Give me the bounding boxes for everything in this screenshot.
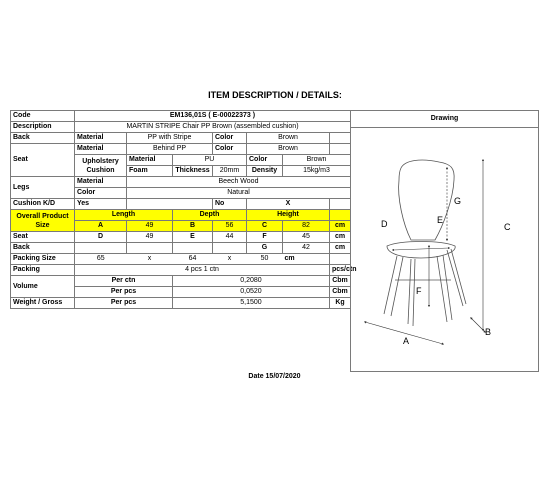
back-dims-unit: cm	[330, 243, 351, 254]
row-code	[11, 111, 351, 122]
page-title: ITEM DESCRIPTION / DETAILS:	[208, 90, 342, 100]
legs-color-label: Color	[75, 188, 127, 199]
weight-value: 5,1500	[173, 298, 330, 309]
thickness-label: Thickness	[173, 166, 213, 177]
depth-header: Depth	[173, 210, 247, 221]
legs-material-value: Beech Wood	[127, 177, 351, 188]
packing-label: Packing	[11, 265, 75, 276]
packing-value: 4 pcs 1 ctn	[75, 265, 330, 276]
foam-label: Foam	[127, 166, 173, 177]
packing-unit: pcs/ctn	[330, 265, 351, 276]
upholstery-color-value: Brown	[283, 155, 351, 166]
density-value: 15kg/m3	[283, 166, 351, 177]
packing-size-unit: cm	[283, 254, 330, 265]
drawing-panel	[350, 110, 539, 372]
row-packing	[11, 265, 351, 276]
row-volume-ctn	[11, 276, 351, 287]
code-value: EM136,01S ( E-00022373 )	[75, 111, 351, 122]
code-label: Code	[11, 111, 75, 122]
packing-size-label: Packing Size	[11, 254, 75, 265]
chair-drawing	[351, 128, 538, 372]
packing-size-x2: x	[213, 254, 247, 265]
thickness-value: 20mm	[213, 166, 247, 177]
density-label: Density	[247, 166, 283, 177]
volume-unit-pcs: Cbm	[330, 287, 351, 298]
seat-dims-label: Seat	[11, 232, 75, 243]
upholstery-label: Upholstery Cushion	[75, 155, 127, 177]
volume-per-ctn-value: 0,2080	[173, 276, 330, 287]
row-description	[11, 122, 351, 133]
dim-d-label: D	[75, 232, 127, 243]
row-legs-material	[11, 177, 351, 188]
dim-label-d: D	[381, 219, 388, 229]
upholstery-material-label: Material	[127, 155, 173, 166]
packing-size-v3: 50	[247, 254, 283, 265]
back-label: Back	[11, 133, 75, 144]
row-back-dims	[11, 243, 351, 254]
dim-f-label: F	[247, 232, 283, 243]
cushion-yes-label: Yes	[75, 199, 127, 210]
dim-label-e: E	[437, 215, 444, 225]
volume-per-pcs-label: Per pcs	[75, 287, 173, 298]
spec-table	[10, 110, 357, 309]
back-material-label: Material	[75, 133, 127, 144]
back-color-label: Color	[213, 133, 247, 144]
dim-label-f: F	[416, 286, 422, 296]
legs-material-label: Material	[75, 177, 127, 188]
row-seat-dims	[11, 232, 351, 243]
upholstery-material-value: PU	[173, 155, 247, 166]
dim-a-label: A	[75, 221, 127, 232]
dim-d-value: 49	[127, 232, 173, 243]
row-weight	[11, 298, 351, 309]
description-value: MARTIN STRIPE Chair PP Brown (assembled cushion)	[75, 122, 351, 133]
overall-unit: cm	[330, 221, 351, 232]
cushion-kd-label: Cushion K/D	[11, 199, 75, 210]
chair-illustration	[384, 160, 466, 326]
row-cushion-kd	[11, 199, 351, 210]
date-footer: Date 15/07/2020	[248, 373, 301, 380]
dim-e-label: E	[173, 232, 213, 243]
dim-b-value: 56	[213, 221, 247, 232]
dim-e-value: 44	[213, 232, 247, 243]
dim-b-label: B	[173, 221, 213, 232]
seat-label: Seat	[11, 144, 75, 177]
volume-unit-ctn: Cbm	[330, 276, 351, 287]
dim-c-value: 82	[283, 221, 330, 232]
row-back	[11, 133, 351, 144]
seat-color-label: Color	[213, 144, 247, 155]
description-label: Description	[11, 122, 75, 133]
seat-material-value: Behind PP	[127, 144, 213, 155]
seat-color-value: Brown	[247, 144, 330, 155]
back-color-value: Brown	[247, 133, 330, 144]
dim-f-value: 45	[283, 232, 330, 243]
seat-material-label: Material	[75, 144, 127, 155]
packing-size-x1: x	[127, 254, 173, 265]
dim-g-label: G	[247, 243, 283, 254]
dim-label-c: C	[504, 222, 511, 232]
height-header: Height	[247, 210, 330, 221]
legs-label: Legs	[11, 177, 75, 199]
packing-size-v1: 65	[75, 254, 127, 265]
back-dims-label: Back	[11, 243, 75, 254]
dim-g-value: 42	[283, 243, 330, 254]
volume-per-ctn-label: Per ctn	[75, 276, 173, 287]
cushion-no-mark: X	[247, 199, 330, 210]
volume-label: Volume	[11, 276, 75, 298]
length-header: Length	[75, 210, 173, 221]
overall-size-label: Overall Product Size	[11, 210, 75, 232]
back-material-value: PP with Stripe	[127, 133, 213, 144]
dim-label-g: G	[454, 196, 462, 206]
upholstery-color-label: Color	[247, 155, 283, 166]
dimension-lines	[365, 160, 485, 344]
packing-size-v2: 64	[173, 254, 213, 265]
dim-c-label: C	[247, 221, 283, 232]
row-overall-head	[11, 210, 351, 221]
cushion-no-label: No	[213, 199, 247, 210]
weight-per-pcs-label: Per pcs	[75, 298, 173, 309]
dim-label-a: A	[403, 336, 410, 346]
dim-a-value: 49	[127, 221, 173, 232]
row-seat-material	[11, 144, 351, 155]
volume-per-pcs-value: 0,0520	[173, 287, 330, 298]
legs-color-value: Natural	[127, 188, 351, 199]
dim-label-b: B	[485, 327, 492, 337]
weight-label: Weight / Gross	[11, 298, 75, 309]
drawing-header: Drawing	[351, 111, 538, 128]
row-packing-size	[11, 254, 351, 265]
seat-dims-unit: cm	[330, 232, 351, 243]
weight-unit: Kg	[330, 298, 351, 309]
